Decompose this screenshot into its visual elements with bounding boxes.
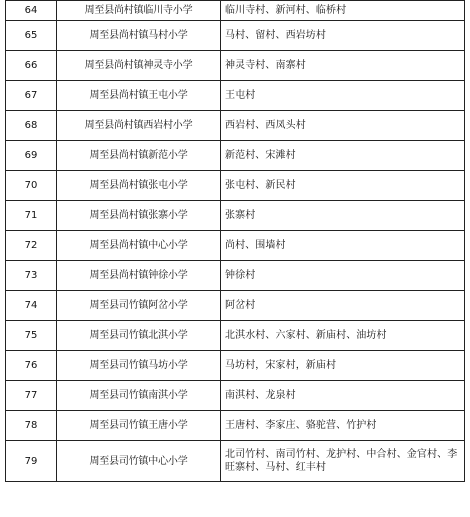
row-number: 71: [6, 201, 57, 231]
school-district-table: [5, 0, 465, 482]
school-name: 周至县尚村镇神灵寺小学: [57, 51, 221, 81]
row-number: 67: [6, 81, 57, 111]
table-row: [6, 381, 465, 411]
row-number: 75: [6, 321, 57, 351]
service-area: 王唐村、李家庄、骆驼营、竹护村: [221, 411, 465, 441]
row-number: 78: [6, 411, 57, 441]
school-name: 周至县尚村镇王屯小学: [57, 81, 221, 111]
table-row: [6, 441, 465, 482]
service-area: 马坊村，宋家村，新庙村: [221, 351, 465, 381]
service-area: 新范村、宋滩村: [221, 141, 465, 171]
service-area: 神灵寺村、南寨村: [221, 51, 465, 81]
table-row: [6, 411, 465, 441]
table-row: [6, 231, 465, 261]
row-number: 77: [6, 381, 57, 411]
table-row: [6, 21, 465, 51]
service-area: 钟徐村: [221, 261, 465, 291]
row-number: 72: [6, 231, 57, 261]
school-name: 周至县尚村镇西岩村小学: [57, 111, 221, 141]
row-number: 69: [6, 141, 57, 171]
service-area: 北司竹村、南司竹村、龙护村、中合村、金官村、李旺寨村、马村、红丰村: [221, 441, 465, 482]
school-name: 周至县司竹镇南淇小学: [57, 381, 221, 411]
service-area: 南淇村、龙泉村: [221, 381, 465, 411]
school-name: 周至县尚村镇马村小学: [57, 21, 221, 51]
school-name: 周至县尚村镇张寨小学: [57, 201, 221, 231]
row-number: 66: [6, 51, 57, 81]
row-number: 70: [6, 171, 57, 201]
service-area: 王屯村: [221, 81, 465, 111]
school-name: 周至县尚村镇中心小学: [57, 231, 221, 261]
service-area: 张寨村: [221, 201, 465, 231]
table-row: [6, 51, 465, 81]
service-area: 张屯村、新民村: [221, 171, 465, 201]
row-number: 73: [6, 261, 57, 291]
school-name: 周至县司竹镇中心小学: [57, 441, 221, 482]
service-area: 阿岔村: [221, 291, 465, 321]
row-number: 68: [6, 111, 57, 141]
school-name: 周至县尚村镇钟徐小学: [57, 261, 221, 291]
row-number: 74: [6, 291, 57, 321]
table-row: [6, 81, 465, 111]
table-row: [6, 321, 465, 351]
table-row: [6, 351, 465, 381]
table-row: [6, 291, 465, 321]
service-area: 西岩村、西凤头村: [221, 111, 465, 141]
row-number: 76: [6, 351, 57, 381]
table-row: [6, 201, 465, 231]
row-number: 64: [6, 1, 57, 21]
service-area: 临川寺村、新河村、临桥村: [221, 1, 465, 21]
school-name: 周至县尚村镇新范小学: [57, 141, 221, 171]
school-name: 周至县司竹镇北淇小学: [57, 321, 221, 351]
table-row: [6, 141, 465, 171]
school-name: 周至县司竹镇阿岔小学: [57, 291, 221, 321]
service-area: 北淇水村、六家村、新庙村、油坊村: [221, 321, 465, 351]
row-number: 65: [6, 21, 57, 51]
table-row: [6, 111, 465, 141]
school-name: 周至县尚村镇临川寺小学: [57, 1, 221, 21]
service-area: 尚村、围墙村: [221, 231, 465, 261]
table-row: [6, 1, 465, 21]
school-name: 周至县司竹镇王唐小学: [57, 411, 221, 441]
row-number: 79: [6, 441, 57, 482]
service-area: 马村、留村、西岩坊村: [221, 21, 465, 51]
school-name: 周至县尚村镇张屯小学: [57, 171, 221, 201]
table-row: [6, 171, 465, 201]
table-row: [6, 261, 465, 291]
school-name: 周至县司竹镇马坊小学: [57, 351, 221, 381]
